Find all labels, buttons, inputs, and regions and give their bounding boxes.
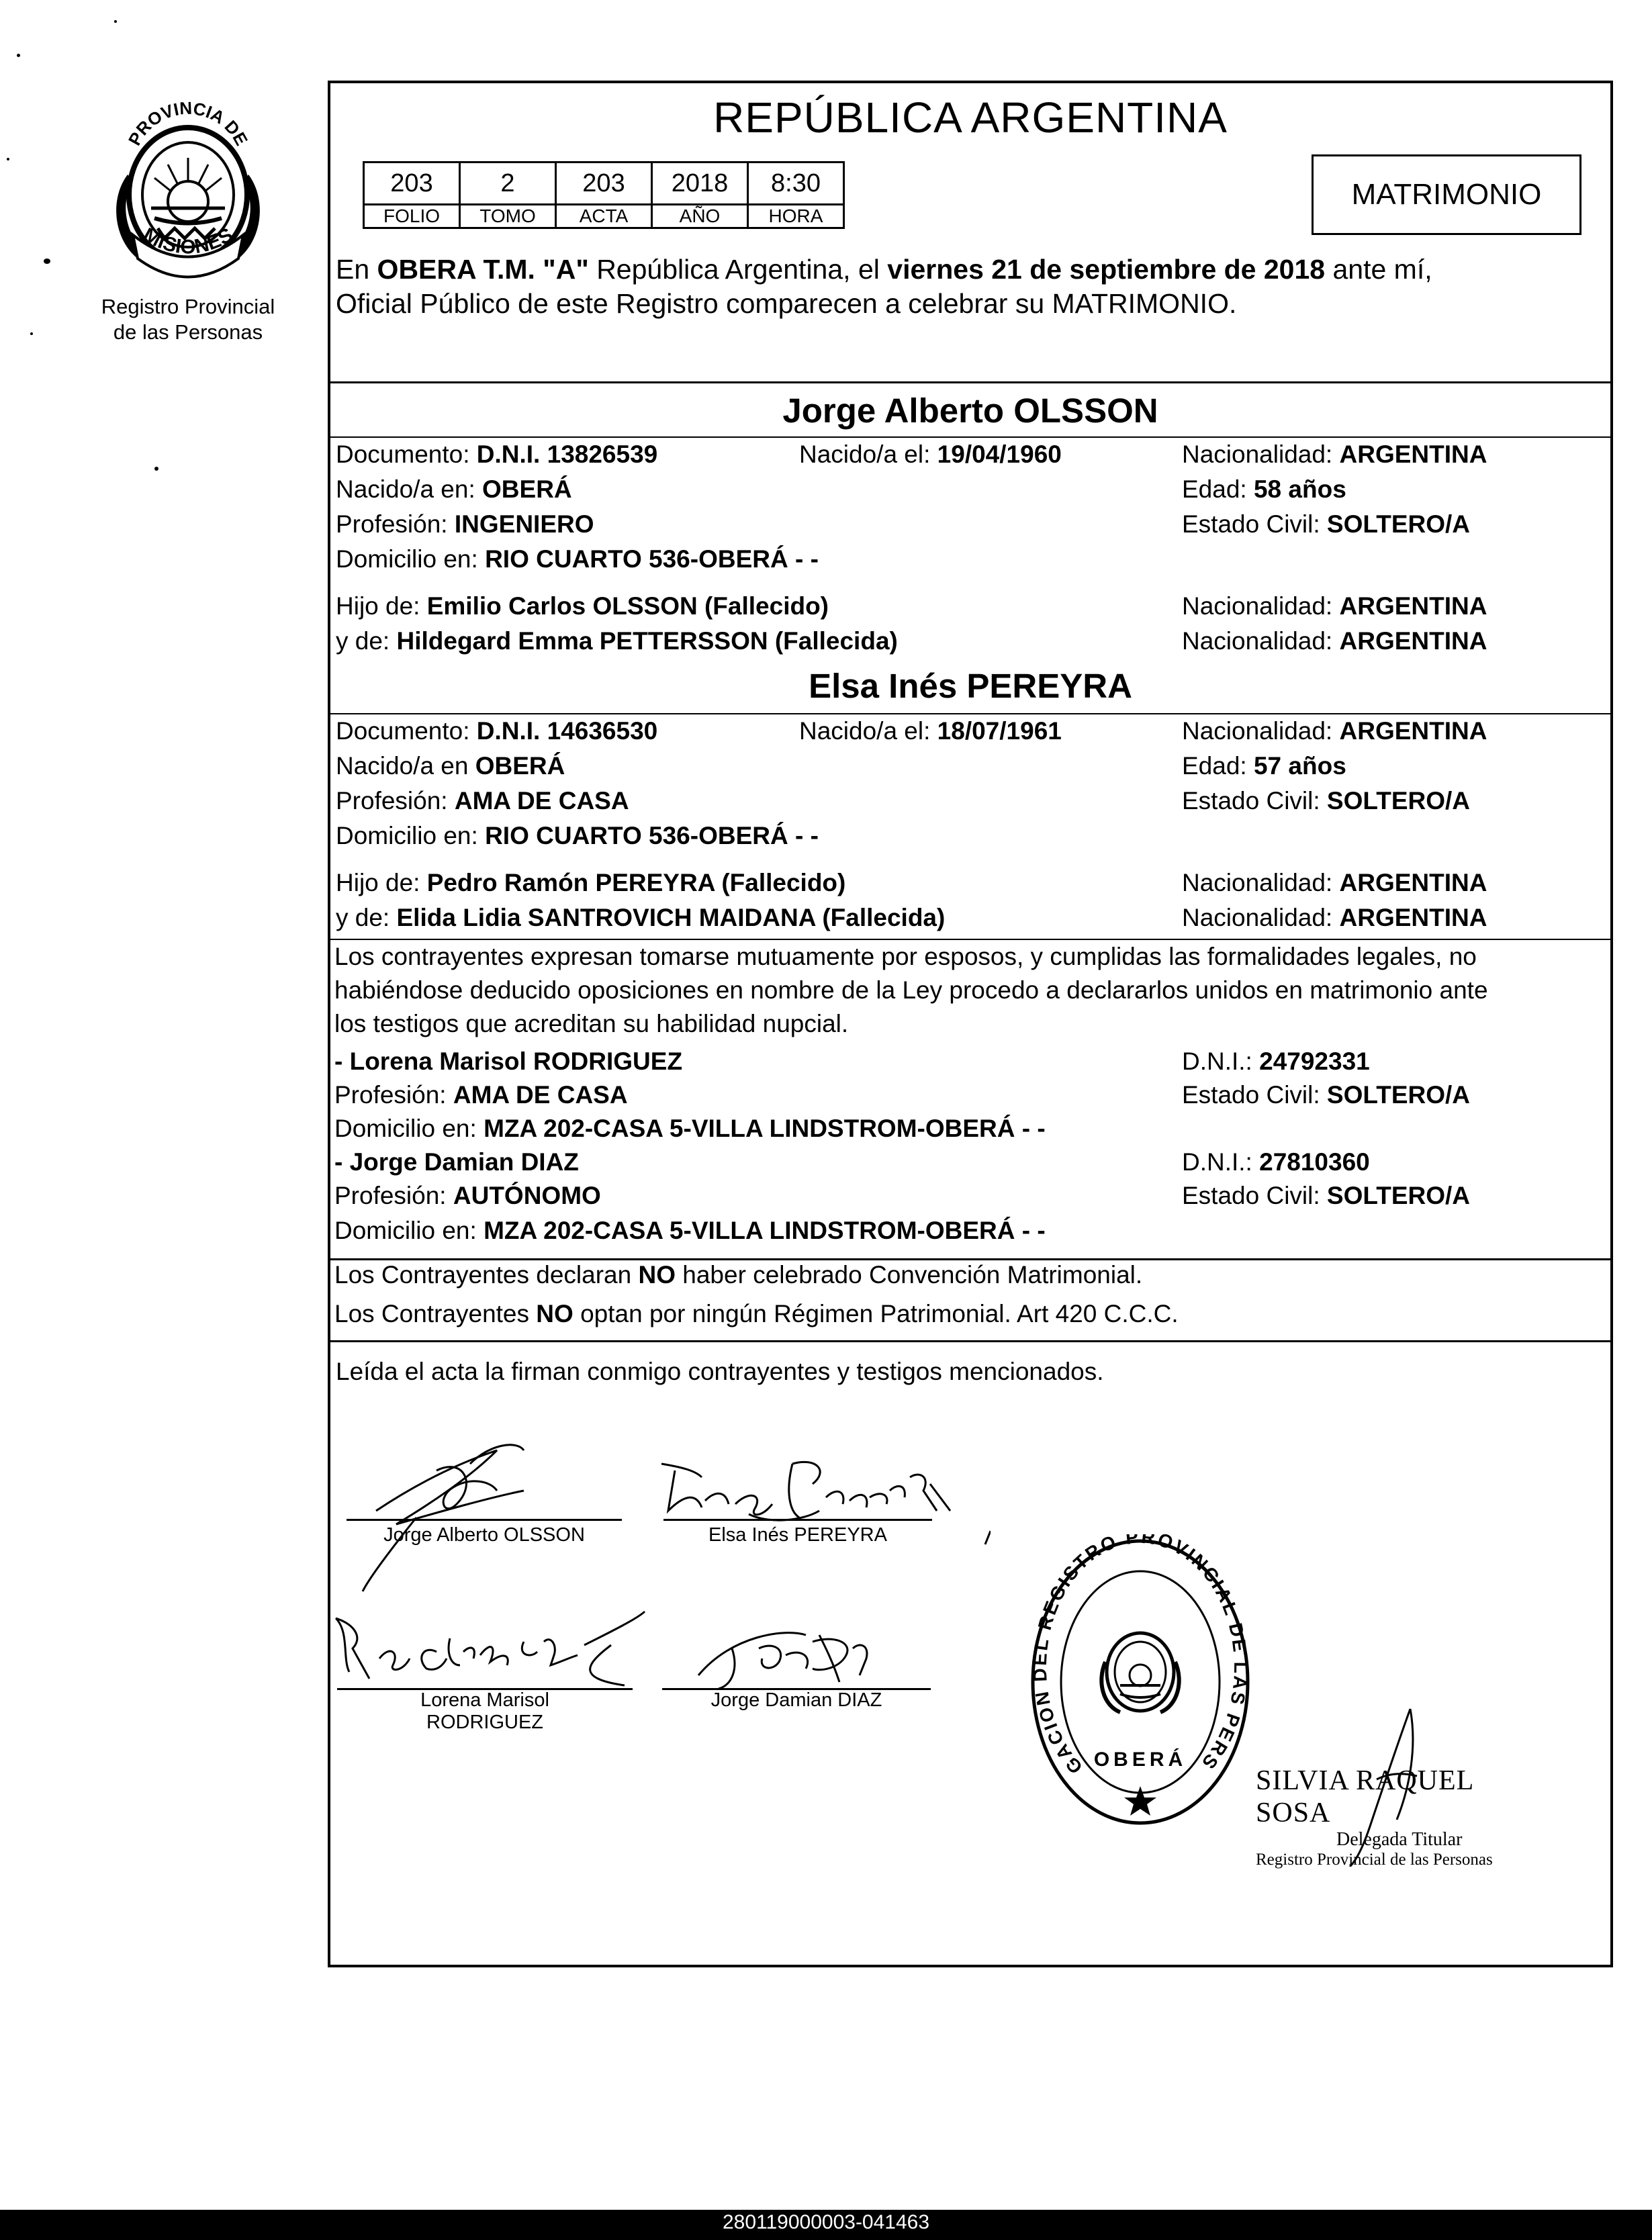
value: ARGENTINA [1339,627,1487,655]
text: haber celebrado Convención Matrimonial. [676,1261,1143,1289]
folio-label: FOLIO [364,205,460,228]
spouse1-nationality [1182,440,1487,469]
spouse1-name: Jorge Alberto OLSSON [782,391,1158,430]
divider [330,713,1610,714]
spouse1-document [336,440,657,469]
value: RIO CUARTO 536-OBERÁ - - [485,822,819,849]
label: Nacionalidad: [1182,869,1333,896]
spouse2-name: Elsa Inés PEREYRA [809,667,1132,705]
label: Profesión: [334,1081,447,1109]
spouse1-civil-status [1182,510,1470,539]
value: AUTÓNOMO [453,1182,601,1209]
witness2-civil-status [1182,1182,1470,1210]
value: - Jorge Damian DIAZ [334,1148,579,1176]
declaration-paragraph [334,940,1604,1041]
witness1-address [334,1115,1046,1143]
intro-date: viernes 21 de septiembre de 2018 [887,254,1326,285]
witness1-dni [1182,1047,1370,1076]
value: 24792331 [1259,1047,1370,1075]
value: OBERÁ [482,475,572,503]
hour-label: HORA [748,205,844,228]
label: Edad: [1182,752,1247,780]
witness2-profession [334,1182,601,1210]
label: Estado Civil: [1182,1081,1320,1109]
label: Domicilio en: [334,1115,477,1142]
label: Nacionalidad: [1182,904,1333,931]
value: OBERÁ [475,752,565,780]
divider [330,1340,1610,1342]
value: INGENIERO [454,510,594,538]
value: 19/04/1960 [937,440,1062,468]
declaration-line: habiéndose deducido oposiciones en nombre de la Ley procedo a declararlos unidos en matrimonio ante [334,976,1488,1004]
value: 58 años [1253,475,1346,503]
label: Nacido/a el: [799,440,931,468]
intro-paragraph [336,252,1605,321]
declaration-line: los testigos que acreditan su habilidad nupcial. [334,1010,849,1037]
witness2-dni [1182,1148,1370,1176]
tomo-value: 2 [460,162,556,205]
spouse2-profession [336,787,629,815]
official-seal [1026,1534,1254,1830]
label: Profesión: [336,787,448,814]
official-stamp [1256,1765,1538,1869]
label: Domicilio en: [336,545,478,573]
label: Documento: [336,440,470,468]
label: Domicilio en: [334,1217,477,1244]
logo-bottom-text: MISIONES [139,224,237,259]
signature-witness1 [329,1605,651,1712]
folio-value: 203 [364,162,460,205]
spouse1-profession [336,510,594,539]
label: Nacido/a en: [336,475,475,503]
value: 57 años [1253,752,1346,780]
value: ARGENTINA [1339,440,1487,468]
closing-statement: Leída el acta la firman conmigo contrayentes y testigos mencionados. [336,1358,1104,1385]
spouse1-birthplace [336,475,572,504]
seal-ring-text: GACION DEL REGISTRO PROVINCIAL DE LAS PERS [1029,1534,1252,1778]
label: Nacido/a en [336,752,469,780]
spouse1-mother-nationality [1182,627,1487,655]
official-name: SILVIA RAQUEL SOSA [1256,1765,1473,1828]
official-office: Registro Provincial de las Personas [1256,1851,1493,1869]
label: Nacionalidad: [1182,717,1333,745]
registry-line-2: de las Personas [113,320,263,344]
label: Nacido/a el: [799,717,931,745]
intro-text-2: República Argentina, el [588,254,888,285]
value: Emilio Carlos OLSSON (Fallecido) [426,592,829,620]
label: Profesión: [334,1182,447,1209]
witness2-name [334,1148,579,1176]
label: Nacionalidad: [1182,592,1333,620]
document-code: 280119000003-041463 [722,2211,930,2233]
divider [330,381,1610,383]
label: Estado Civil: [1182,1182,1320,1209]
value: ARGENTINA [1339,717,1487,745]
spouse2-father-nationality [1182,869,1487,897]
registry-line-1: Registro Provincial [101,295,275,318]
acta-label: ACTA [556,205,652,228]
label: Profesión: [336,510,448,538]
label-line: RODRIGUEZ [426,1712,543,1733]
spouse2-birthplace [336,752,565,780]
value: MZA 202-CASA 5-VILLA LINDSTROM-OBERÁ - - [484,1217,1046,1244]
spouse2-civil-status [1182,787,1470,815]
label: Hijo de: [336,592,420,620]
province-logo [101,94,275,289]
spouse2-birthdate [799,717,1062,745]
divider [330,436,1610,438]
witness2-address [334,1217,1046,1245]
spouse1-mother [336,627,898,655]
signature-label-witness2: Jorge Damian DIAZ [710,1689,882,1711]
spouse1-address [336,545,819,573]
value: ARGENTINA [1339,904,1487,931]
label: Estado Civil: [1182,510,1320,538]
value: RIO CUARTO 536-OBERÁ - - [485,545,819,573]
spouse2-document [336,717,657,745]
intro-text-3: ante mí, [1325,254,1432,285]
intro-place: OBERA T.M. "A" [377,254,589,285]
value: ARGENTINA [1339,592,1487,620]
value: Elida Lidia SANTROVICH MAIDANA (Fallecida) [396,904,946,931]
document-title: REPÚBLICA ARGENTINA [713,93,1228,142]
spouse2-address [336,822,819,850]
value: AMA DE CASA [454,787,629,814]
value: 27810360 [1259,1148,1370,1176]
value: D.N.I. 14636530 [476,717,658,745]
witness1-profession [334,1081,628,1109]
signature-spouse1 [336,1424,672,1598]
seal-star-icon [1124,1786,1156,1816]
label: Domicilio en: [336,822,478,849]
text: Los Contrayentes [334,1300,537,1327]
spouse2-age [1182,752,1346,780]
year-value: 2018 [652,162,748,205]
spouse1-father [336,592,829,620]
value: AMA DE CASA [453,1081,628,1109]
value: D.N.I. 13826539 [476,440,658,468]
tomo-label: TOMO [460,205,556,228]
value: ARGENTINA [1339,869,1487,896]
year-label: AÑO [652,205,748,228]
certificate-type-box: MATRIMONIO [1312,154,1581,235]
divider [330,1258,1610,1260]
acta-reference-table [363,161,845,229]
value: SOLTERO/A [1326,510,1471,538]
spouse1-birthdate [799,440,1062,469]
spouse2-mother-nationality [1182,904,1487,932]
spouse2-nationality [1182,717,1487,745]
text: optan por ningún Régimen Patrimonial. Art 420 C.C.C. [573,1300,1179,1327]
hour-value: 8:30 [748,162,844,205]
witness1-name [334,1047,682,1076]
label: Edad: [1182,475,1247,503]
value: MZA 202-CASA 5-VILLA LINDSTROM-OBERÁ - - [484,1115,1046,1142]
convention-line-2 [334,1300,1179,1328]
intro-line-2: Oficial Público de este Registro comparecen a celebrar su MATRIMONIO. [336,288,1237,319]
label: Nacionalidad: [1182,440,1333,468]
witness1-civil-status [1182,1081,1470,1109]
emphasis: NO [638,1261,676,1289]
seal-coat-of-arms [1101,1633,1179,1712]
spouse2-mother [336,904,945,932]
label: Estado Civil: [1182,787,1320,814]
value: Hildegard Emma PETTERSSON (Fallecida) [396,627,898,655]
value: - Lorena Marisol RODRIGUEZ [334,1047,683,1075]
label: Hijo de: [336,869,420,896]
signature-spouse2 [655,1450,991,1551]
registry-label [74,294,302,345]
signature-witness2 [692,1622,907,1695]
seal-city-text: OBERÁ [1093,1748,1187,1771]
spouse1-father-nationality [1182,592,1487,620]
value: 18/07/1961 [937,717,1062,745]
value: SOLTERO/A [1326,1081,1471,1109]
signature-label-spouse2: Elsa Inés PEREYRA [708,1524,887,1546]
label: y de: [336,904,390,931]
label: D.N.I.: [1182,1047,1252,1075]
label: Nacionalidad: [1182,627,1333,655]
text: Los Contrayentes declaran [334,1261,639,1289]
acta-value: 203 [556,162,652,205]
value: SOLTERO/A [1326,787,1471,814]
signature-label-spouse1: Jorge Alberto OLSSON [383,1524,585,1546]
convention-line-1 [334,1261,1142,1289]
emphasis: NO [536,1300,573,1327]
official-role: Delegada Titular [1336,1829,1463,1850]
spouse1-age [1182,475,1346,504]
value: SOLTERO/A [1326,1182,1471,1209]
value: Pedro Ramón PEREYRA (Fallecido) [426,869,846,896]
logo-top-text: PROVINCIA DE [124,97,253,149]
label: D.N.I.: [1182,1148,1252,1176]
intro-text-1: En [336,254,377,285]
spouse2-father [336,869,845,897]
label: Documento: [336,717,470,745]
label: y de: [336,627,390,655]
declaration-line: Los contrayentes expresan tomarse mutuamente por esposos, y cumplidas las formalidades legales, no [334,943,1477,970]
label-line: Lorena Marisol [420,1689,549,1711]
